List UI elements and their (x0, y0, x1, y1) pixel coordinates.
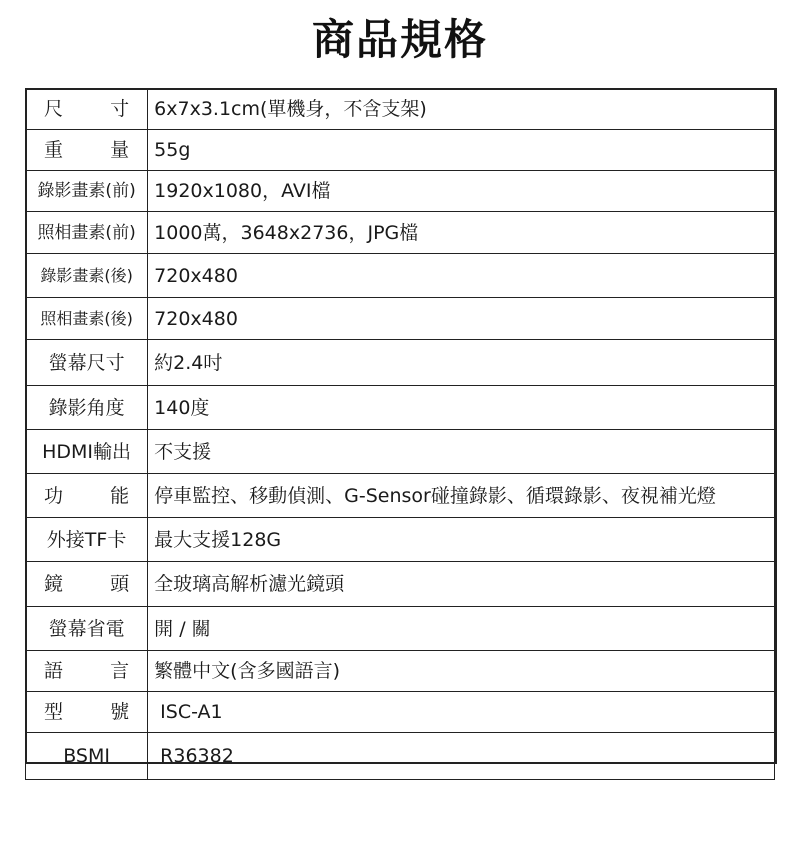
table-row (26, 171, 775, 212)
spec-label-language: 語言 (26, 651, 148, 692)
spec-value-functions: 停車監控、移動偵測、G-Sensor碰撞錄影、循環錄影、夜視補光燈 (148, 474, 775, 518)
spec-value-view-angle: 140度 (148, 386, 775, 430)
spec-value-model: ISC-A1 (148, 692, 775, 733)
spec-value-photo-res-rear: 720x480 (148, 298, 775, 340)
spec-label-bsmi: BSMI (26, 733, 148, 780)
spec-label-hdmi-output: HDMI輸出 (26, 430, 148, 474)
spec-value-screen-size: 約2.4吋 (148, 340, 775, 386)
spec-value-lens: 全玻璃高解析濾光鏡頭 (148, 562, 775, 607)
spec-label-lens: 鏡頭 (26, 562, 148, 607)
spec-value-video-res-front: 1920x1080，AVI檔 (148, 171, 775, 212)
table-row (26, 474, 775, 518)
spec-label-weight: 重量 (26, 130, 148, 171)
spec-label-photo-res-front: 照相畫素(前) (26, 212, 148, 254)
spec-value-weight: 55g (148, 130, 775, 171)
table-row (26, 130, 775, 171)
table-row (26, 733, 775, 780)
table-row (26, 212, 775, 254)
table-row (26, 651, 775, 692)
spec-value-size: 6x7x3.1cm(單機身，不含支架) (148, 89, 775, 130)
spec-value-video-res-rear: 720x480 (148, 254, 775, 298)
spec-value-tf-card: 最大支援128G (148, 518, 775, 562)
spec-label-video-res-rear: 錄影畫素(後) (26, 254, 148, 298)
spec-label-photo-res-rear: 照相畫素(後) (26, 298, 148, 340)
table-row (26, 340, 775, 386)
table-row (26, 254, 775, 298)
page-title: 商品規格 (311, 15, 488, 64)
spec-table (25, 88, 775, 780)
spec-value-photo-res-front: 1000萬，3648x2736，JPG檔 (148, 212, 775, 254)
table-row (26, 692, 775, 733)
spec-value-screen-saver: 開 / 關 (148, 607, 775, 651)
table-row (26, 430, 775, 474)
spec-label-view-angle: 錄影角度 (26, 386, 148, 430)
spec-label-video-res-front: 錄影畫素(前) (26, 171, 148, 212)
table-row (26, 562, 775, 607)
spec-value-bsmi: R36382 (148, 733, 775, 780)
spec-label-model: 型號 (26, 692, 148, 733)
table-row (26, 386, 775, 430)
spec-label-size: 尺寸 (26, 89, 148, 130)
table-row (26, 298, 775, 340)
spec-label-functions: 功能 (26, 474, 148, 518)
spec-value-language: 繁體中文(含多國語言) (148, 651, 775, 692)
spec-label-screen-saver: 螢幕省電 (26, 607, 148, 651)
spec-label-tf-card: 外接TF卡 (26, 518, 148, 562)
table-row (26, 89, 775, 130)
table-row (26, 518, 775, 562)
spec-value-hdmi-output: 不支援 (148, 430, 775, 474)
table-row (26, 607, 775, 651)
spec-label-screen-size: 螢幕尺寸 (26, 340, 148, 386)
